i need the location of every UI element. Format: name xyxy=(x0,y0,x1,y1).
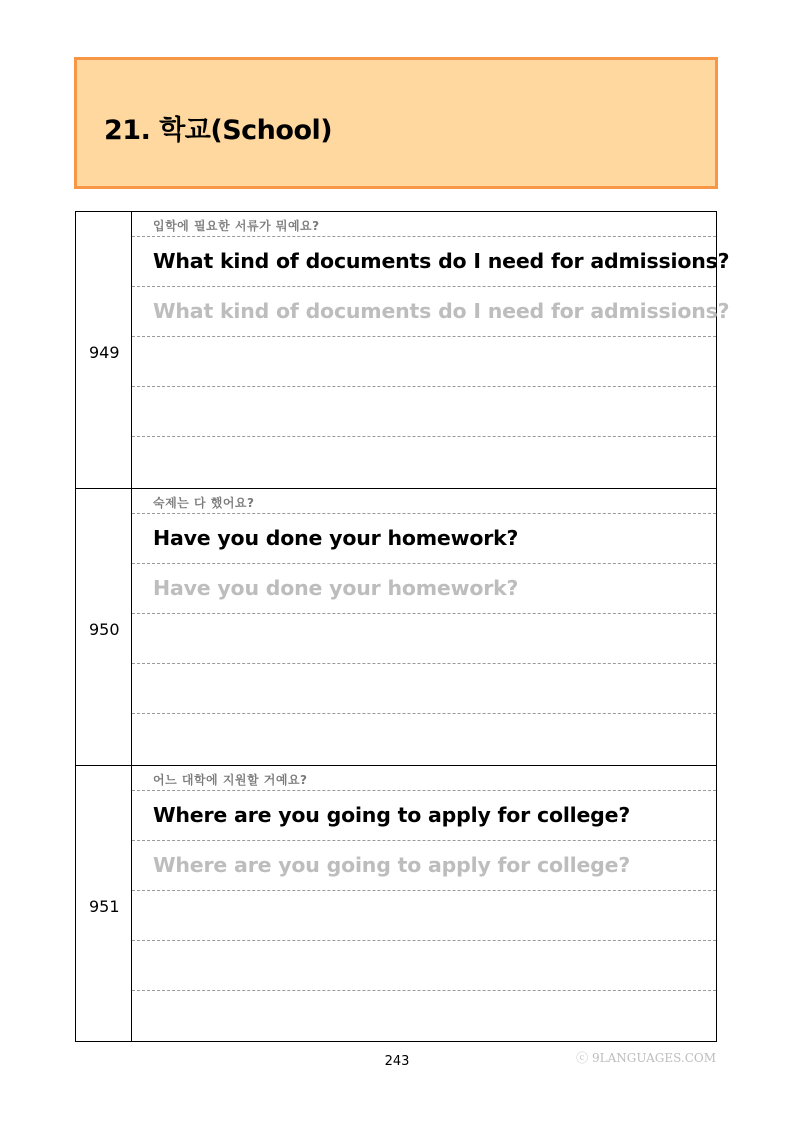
section-title: 21. 학교(School) xyxy=(104,115,333,146)
copyright-notice: ⓒ 9LANGUAGES.COM xyxy=(576,1051,716,1065)
trace-line xyxy=(132,564,716,614)
korean-line xyxy=(132,489,716,514)
english-sentence: What kind of documents do I need for admissions? xyxy=(153,249,730,273)
practice-sheet xyxy=(75,211,730,1042)
blank-writing-line xyxy=(132,337,716,387)
trace-sentence: What kind of documents do I need for admissions? xyxy=(153,299,730,323)
trace-line xyxy=(132,841,716,891)
entry-949 xyxy=(76,211,730,488)
korean-sentence: 숙제는 다 했어요? xyxy=(153,496,255,510)
blank-writing-line xyxy=(132,891,716,941)
page-number: 243 xyxy=(384,1054,410,1069)
entry-number-cell xyxy=(76,212,132,488)
entry-951 xyxy=(76,765,716,1042)
trace-line xyxy=(132,287,730,337)
entry-950 xyxy=(76,488,716,765)
korean-line xyxy=(132,766,716,791)
trace-sentence: Where are you going to apply for college? xyxy=(153,853,631,877)
writing-lines xyxy=(132,766,716,1041)
english-sentence: Have you done your homework? xyxy=(153,526,519,550)
trace-sentence: Have you done your homework? xyxy=(153,576,519,600)
blank-writing-line xyxy=(132,614,716,664)
entry-number-cell xyxy=(76,766,132,1041)
blank-writing-line xyxy=(132,387,716,437)
entry-number: 951 xyxy=(89,897,120,916)
english-sentence: Where are you going to apply for college? xyxy=(153,803,631,827)
writing-lines xyxy=(132,212,730,488)
entry-number-cell xyxy=(76,489,132,765)
blank-writing-line xyxy=(132,664,716,714)
blank-writing-line xyxy=(132,714,716,766)
entry-number: 949 xyxy=(89,343,120,362)
korean-sentence: 어느 대학에 지원할 거예요? xyxy=(153,773,308,787)
korean-line xyxy=(132,212,716,237)
section-title-box xyxy=(74,57,718,189)
korean-sentence: 입학에 필요한 서류가 뭐예요? xyxy=(153,219,320,233)
english-line xyxy=(132,514,716,564)
blank-writing-line xyxy=(132,437,716,489)
english-line xyxy=(132,237,730,287)
entry-number: 950 xyxy=(89,620,120,639)
english-line xyxy=(132,791,716,841)
blank-writing-line xyxy=(132,941,716,991)
blank-writing-line xyxy=(132,991,716,1043)
writing-lines xyxy=(132,489,716,765)
